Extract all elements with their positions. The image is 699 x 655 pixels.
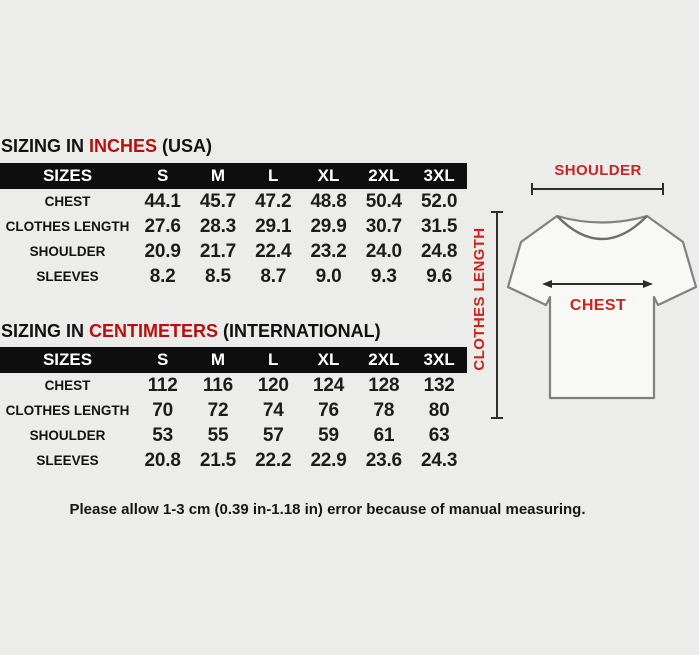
row-label: SLEEVES [36, 453, 99, 468]
cell-value: 23.2 [310, 240, 347, 262]
cell-value: 31.5 [421, 215, 458, 237]
cell-value: 57 [262, 424, 284, 446]
table-row-shoulder [0, 239, 467, 264]
cell-value: 132 [423, 374, 455, 396]
cell-value: 9.3 [370, 265, 397, 287]
cell-value: 80 [428, 399, 450, 421]
cell-value: 53 [152, 424, 174, 446]
inches-size-table [0, 163, 467, 289]
cell-value: 20.9 [144, 240, 181, 262]
cell-value: 112 [147, 374, 178, 396]
cell-value: 29.1 [255, 215, 292, 237]
cell-value: 47.2 [255, 190, 292, 212]
cell-value: 50.4 [365, 190, 402, 212]
cell-value: 78 [373, 399, 395, 421]
cell-value: 22.2 [255, 449, 292, 471]
cell-value: 27.6 [144, 215, 181, 237]
cell-value: 124 [312, 374, 345, 396]
cell-value: 21.7 [199, 240, 237, 262]
table-row-clothes-length [0, 398, 467, 423]
column-header-l: L [268, 350, 279, 369]
column-header-3xl: 3XL [423, 350, 455, 369]
column-header-sizes: SIZES [42, 350, 93, 369]
table-header-row [0, 163, 467, 189]
cell-value: 74 [262, 399, 284, 421]
cell-value: 52.0 [421, 190, 458, 212]
column-header-xl: XL [317, 350, 340, 369]
tshirt-measurement-diagram [400, 150, 699, 445]
centimeters-size-table [0, 347, 467, 473]
cell-value: 8.5 [205, 265, 231, 287]
column-header-m: M [210, 166, 226, 185]
cell-value: 48.8 [310, 190, 347, 212]
title-suffix: (INTERNATIONAL) [218, 321, 381, 341]
cell-value: 116 [202, 374, 233, 396]
cell-value: 24.3 [421, 449, 458, 471]
cell-value: 28.3 [199, 215, 237, 237]
cell-value: 20.8 [144, 449, 181, 471]
table-row-clothes-length [0, 214, 467, 239]
cell-value: 23.6 [365, 449, 402, 471]
title-prefix: SIZING IN [1, 136, 90, 156]
column-header-s: S [156, 166, 169, 185]
title-unit-inches: INCHES [89, 136, 158, 156]
cell-value: 9.6 [426, 265, 453, 287]
cell-value: 76 [318, 399, 339, 421]
table-row-chest [0, 189, 467, 214]
cell-value: 22.4 [255, 240, 292, 262]
column-header-xl: XL [317, 166, 340, 185]
column-header-s: S [156, 350, 169, 369]
column-header-sizes: SIZES [42, 166, 93, 185]
cell-value: 61 [373, 424, 395, 446]
row-label: CHEST [44, 194, 91, 209]
cell-value: 70 [152, 399, 174, 421]
column-header-2xl: 2XL [368, 166, 400, 185]
cell-value: 24.8 [421, 240, 458, 262]
cell-value: 72 [207, 399, 229, 421]
row-label: CLOTHES LENGTH [5, 403, 130, 418]
cell-value: 63 [428, 424, 450, 446]
column-header-m: M [210, 350, 226, 369]
clothes-length-label: CLOTHES LENGTH [471, 227, 488, 371]
row-label: SLEEVES [36, 269, 99, 284]
shoulder-measure-line [532, 183, 663, 195]
table-row-chest [0, 373, 467, 398]
column-header-3xl: 3XL [423, 166, 455, 185]
column-header-2xl: 2XL [368, 350, 400, 369]
column-header-l: L [268, 166, 279, 185]
title-unit-centimeters: CENTIMETERS [89, 321, 219, 341]
chest-label: CHEST [569, 297, 627, 314]
title-suffix: (USA) [157, 136, 213, 156]
cell-value: 45.7 [199, 190, 237, 212]
cell-value: 22.9 [310, 449, 347, 471]
cell-value: 24.0 [365, 240, 402, 262]
table-header-row [0, 347, 467, 373]
table-row-sleeves [0, 448, 467, 473]
cell-value: 128 [368, 374, 400, 396]
cell-value: 9.0 [315, 265, 342, 287]
cell-value: 120 [257, 374, 289, 396]
table-row-sleeves [0, 264, 467, 289]
cell-value: 29.9 [310, 215, 347, 237]
cell-value: 8.2 [149, 265, 176, 287]
row-label: SHOULDER [29, 244, 106, 259]
cell-value: 30.7 [365, 215, 402, 237]
cell-value: 59 [318, 424, 339, 446]
row-label: CLOTHES LENGTH [5, 219, 130, 234]
row-label: SHOULDER [29, 428, 106, 443]
title-prefix: SIZING IN [1, 321, 90, 341]
table-row-shoulder [0, 423, 467, 448]
shoulder-label: SHOULDER [554, 162, 642, 179]
cell-value: 21.5 [199, 449, 237, 471]
cell-value: 55 [207, 424, 229, 446]
cell-value: 44.1 [144, 190, 181, 212]
length-measure-line [491, 212, 503, 418]
measuring-error-note: Please allow 1-3 cm (0.39 in-1.18 in) error because of manual measuring. [69, 501, 586, 518]
row-label: CHEST [44, 378, 91, 393]
cell-value: 8.7 [260, 265, 287, 287]
